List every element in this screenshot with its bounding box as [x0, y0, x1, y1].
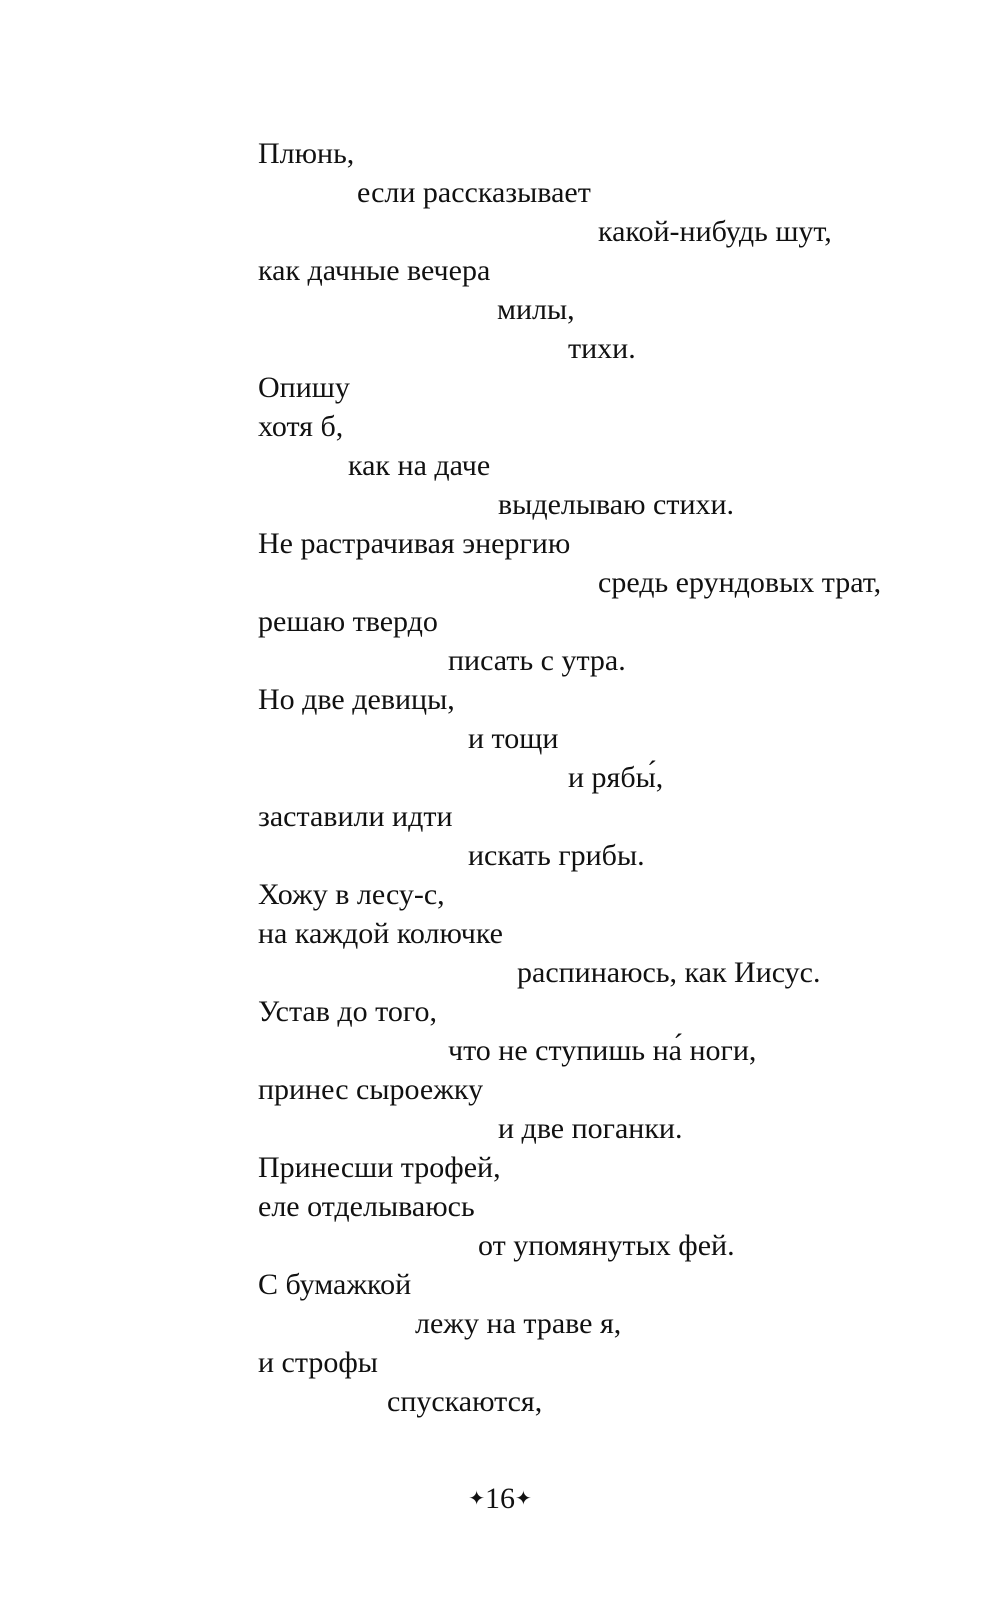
ornament-star-icon: ✦ [468, 1488, 485, 1510]
poem-line: решаю твердо [258, 605, 438, 638]
poem-line: Устав до того, [258, 995, 437, 1028]
poem-line: Опишу [258, 371, 350, 404]
poem-line: Не растрачивая энергию [258, 527, 571, 560]
poem-line: если рассказывает [357, 176, 591, 209]
poem-line: что не ступишь на́ ноги, [448, 1034, 757, 1067]
poem-line: и две поганки. [498, 1112, 683, 1145]
poem-line: С бумажкой [258, 1268, 412, 1301]
page-number: 16 [485, 1482, 515, 1515]
poem-line: хотя б, [258, 410, 344, 443]
poem-line: Принесши трофей, [258, 1151, 501, 1184]
poem-line: средь ерундовых трат, [598, 566, 882, 599]
poem-line: какой-нибудь шут, [598, 215, 832, 248]
poem-line: Плюнь, [258, 137, 355, 170]
poem-line: как дачные вечера [258, 254, 491, 287]
poem-line: писать с утра. [448, 644, 626, 677]
ornament-star-icon: ✦ [515, 1488, 532, 1510]
poem-line: выделываю стихи. [498, 488, 735, 521]
poem-line: Но две девицы, [258, 683, 455, 716]
poem-line: распинаюсь, как Иисус. [517, 956, 821, 989]
poem-line: и рябы́, [568, 761, 664, 794]
poem-line: искать грибы. [468, 839, 645, 872]
poem-line: на каждой колючке [258, 917, 503, 950]
poem-line: еле отделываюсь [258, 1190, 475, 1223]
poem-line: и тощи [468, 722, 559, 755]
poem-line: милы, [497, 293, 575, 326]
poem-line: и строфы [258, 1346, 378, 1379]
poem-line: спускаются, [387, 1385, 543, 1418]
poem-line: Хожу в лесу-с, [258, 878, 445, 911]
page-number-footer [0, 1480, 1000, 1518]
poem-line: лежу на траве я, [415, 1307, 622, 1340]
poem-line: принес сыроежку [258, 1073, 484, 1106]
poem-line: заставили идти [258, 800, 453, 833]
poem-line: от упомянутых фей. [478, 1229, 735, 1262]
poem-line: как на даче [348, 449, 491, 482]
poem-line: тихи. [568, 332, 636, 365]
